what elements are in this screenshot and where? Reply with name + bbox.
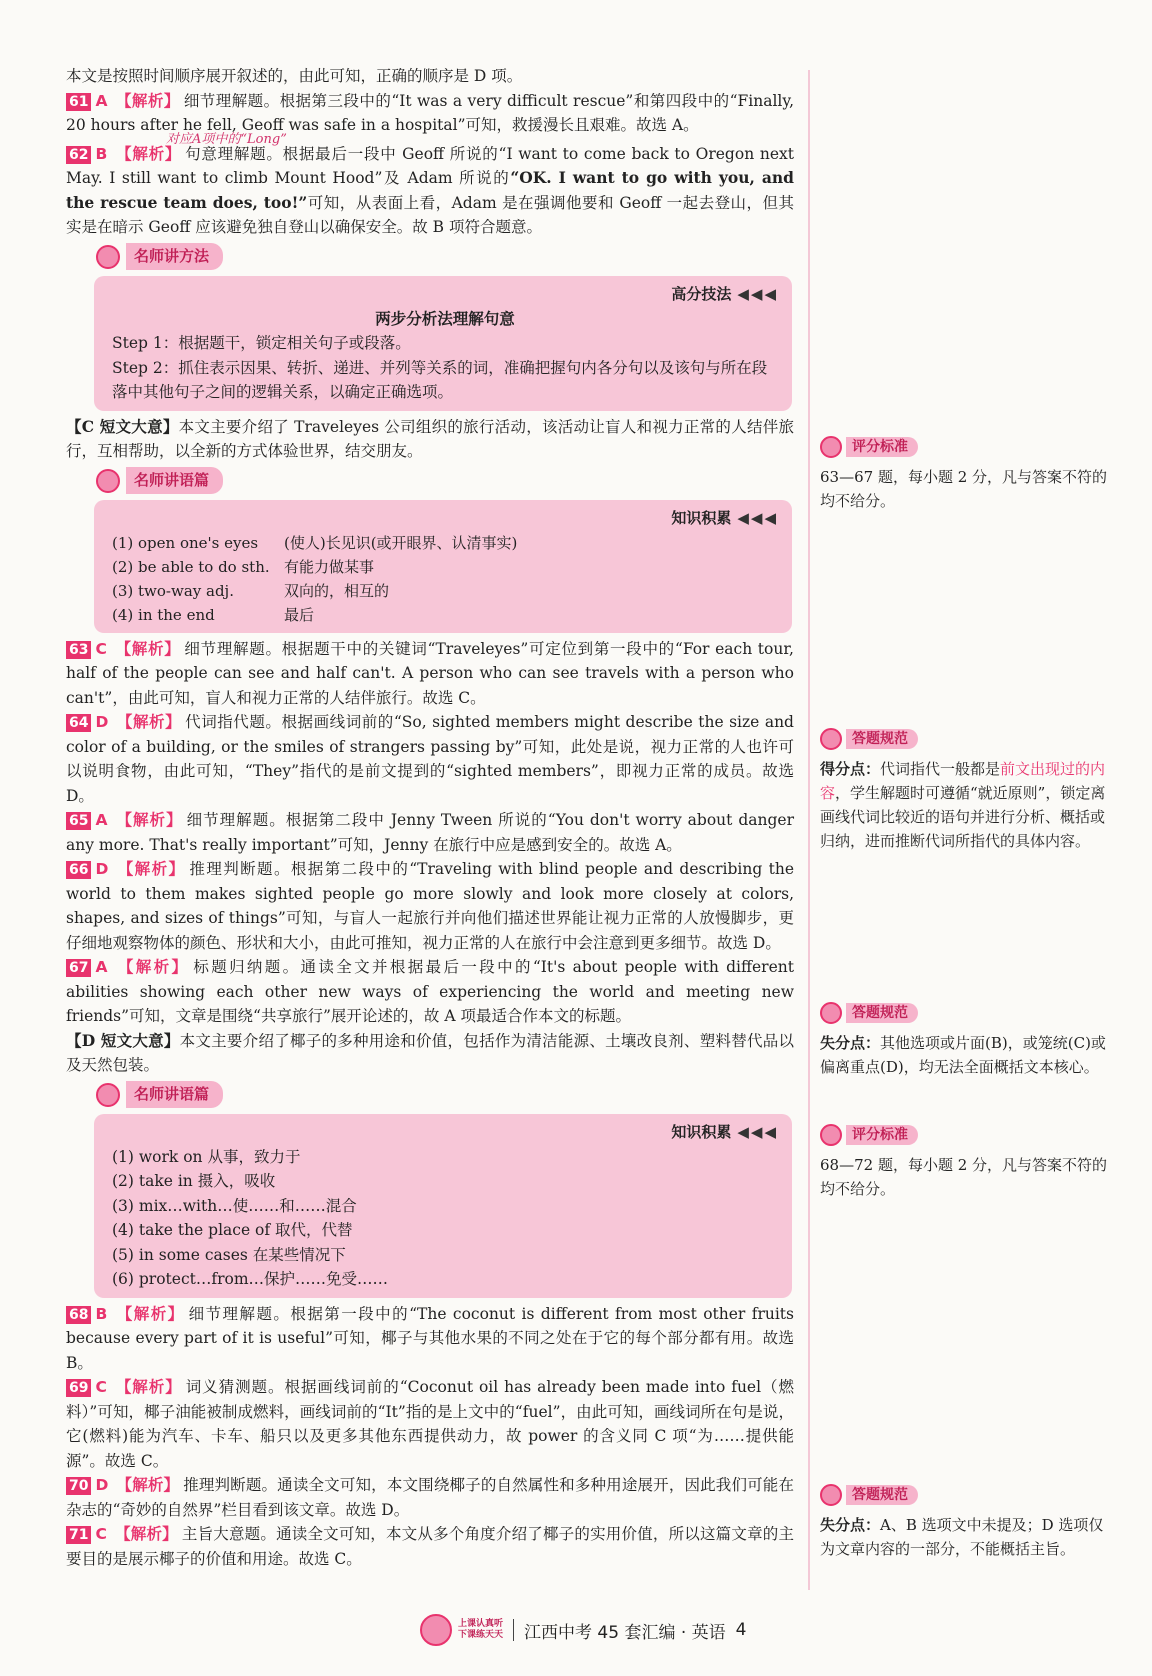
analysis-text: 细节理解题。根据第三段中的“It was a very difficult rescue”和第四段中的“Finally, 20 hours after he fell, Geoff was safe in a hospital”可知，救援漫长且艰难。故选 A。 bbox=[66, 91, 794, 134]
method-box-label: 名师讲方法 bbox=[96, 246, 223, 268]
analysis-quote: “OK. I want to go with you, and the rescue team does, too!” bbox=[66, 168, 794, 212]
triangle-arrows-icon: ◀◀◀ bbox=[737, 509, 778, 527]
answer-61 bbox=[66, 89, 794, 138]
flower-icon bbox=[96, 1083, 120, 1107]
badge-icon bbox=[820, 728, 842, 750]
badge-icon bbox=[820, 1484, 842, 1506]
footer-slogan: 上课认真听 下课练天天 bbox=[458, 1619, 504, 1640]
badge-icon bbox=[820, 1124, 842, 1146]
answer-letter: A bbox=[95, 91, 108, 110]
box-title: 两步分析法理解句意 bbox=[375, 308, 515, 328]
badge-icon bbox=[820, 436, 842, 458]
side-scoring-1: 评分标准 63—67 题，每小题 2 分，凡与答案不符的均不给分。 bbox=[820, 436, 1120, 513]
answer-70: 70 D 【解析】 推理判断题。通读全文可知，本文围绕椰子的自然属性和多种用途展开，因此我们可能在杂志的“奇妙的自然界”栏目看到该文章。故选 D。 bbox=[66, 1475, 794, 1519]
analysis-text: 句意理解题。根据最后一段中 Geoff 所说的“I want to come back to Oregon next May. I still want to climb Mount Hood”及 Adam 所说的 bbox=[66, 144, 794, 187]
step-1: Step 1：根据题干，锁定相关句子或段落。 bbox=[112, 334, 411, 352]
intro-line: 本文是按照时间顺序展开叙述的，由此可知，正确的顺序是 D 项。 bbox=[66, 67, 523, 85]
vocab-box-label: 名师讲语篇 bbox=[96, 470, 223, 492]
answer-64: 64 D 【解析】 代词指代题。根据画线词前的“So, sighted members might describe the size and color of a building, or the smiles of strangers passing by”可知，此处是说，视力正常的人也许可以说明食物，由此可知，“They”指代的是前文提到的“sighted members”，即视力正常的成员。故选 D。 bbox=[66, 712, 794, 805]
vocab-item: (1) open one's eyes (使人)长见识(或开眼界、认清事实) bbox=[112, 533, 518, 552]
answer-65: 65 A 【解析】 细节理解题。根据第二段中 Jenny Tween 所说的“You don't worry about danger any more. That's really important”可知，Jenny 在旅行中应是感到安全的。故选 A。 bbox=[66, 810, 794, 854]
answer-67: 67 A 【解析】 标题归纳题。通读全文并根据最后一段中的“It's about people with different abilities showing each other new ways of experiencing the world and meeting new friends”可知，文章是围绕“共享旅行”展开论述的，故 A 项最适合作本文的标题。 bbox=[66, 957, 794, 1025]
badge-icon bbox=[820, 1002, 842, 1024]
vocab-box bbox=[94, 500, 792, 633]
vocab-item: (3) mix…with…使……和……混合 bbox=[112, 1196, 357, 1215]
book-title: 江西中考 45 套汇编 · 英语 bbox=[524, 1622, 726, 1643]
vocab-item: (3) two-way adj. 双向的，相互的 bbox=[112, 581, 390, 600]
answer-letter: B bbox=[95, 144, 108, 163]
answer-68: 68 B 【解析】 细节理解题。根据第一段中的“The coconut is different from most other fruits because every part of it is useful”可知，椰子与其他水果的不同之处在于它的每个部分都有用。故选 B。 bbox=[66, 1303, 794, 1372]
answer-69: 69 C 【解析】 词义猜测题。根据画线词前的“Coconut oil has already been made into fuel（燃料）”可知，椰子油能被制成燃料，画线词前的“It”指的是上文中的“fuel”，由此可知，画线词所在句是说，它(燃料)能为汽车、卡车、船只以及更多其他东西提供动力，故 power 的含义同 C 项“为……提供能源”。故选 C。 bbox=[66, 1377, 794, 1470]
box-head: 知识积累 ◀◀◀ bbox=[671, 509, 778, 527]
answer-71: 71 C 【解析】 主旨大意题。通读全文可知，本文从多个角度介绍了椰子的实用价值，所以这篇文章的主要目的是展示椰子的价值和用途。故选 C。 bbox=[66, 1524, 794, 1568]
mascot-logo-icon bbox=[420, 1614, 452, 1646]
triangle-arrows-icon: ◀◀◀ bbox=[737, 1123, 778, 1141]
box-head: 知识积累 ◀◀◀ bbox=[671, 1123, 778, 1141]
analysis-tag: 【解析】 bbox=[115, 90, 180, 110]
flower-icon bbox=[96, 245, 120, 269]
vocab-item: (4) in the end 最后 bbox=[112, 605, 315, 624]
side-tips-3: 答题规范 失分点：A、B 选项文中未提及；D 选项仅为文章内容的一部分，不能概括主旨。 bbox=[820, 1484, 1116, 1561]
side-tips-2: 答题规范 失分点：其他选项或片面(B)，或笼统(C)或偏离重点(D)，均无法全面概括文本核心。 bbox=[820, 1002, 1116, 1079]
page-number: 4 bbox=[735, 1620, 747, 1640]
question-number: 61 bbox=[66, 93, 91, 111]
triangle-arrows-icon: ◀◀◀ bbox=[737, 285, 778, 303]
page-footer bbox=[420, 1614, 747, 1646]
c-summary: 【C 短文大意】本文主要介绍了 Traveleyes 公司组织的旅行活动，该活动让盲人和视力正常的人结伴旅行，互相帮助，以全新的方式体验世界，结交朋友。 bbox=[66, 416, 794, 460]
vocab-item: (2) take in 摄入，吸收 bbox=[112, 1172, 276, 1190]
vocab-item: (5) in some cases 在某些情况下 bbox=[112, 1245, 346, 1264]
answer-63: 63 C 【解析】 细节理解题。根据题干中的关键词“Traveleyes”可定位到第一段中的“For each tour, half of the people can see and half can't. A person who can see travels with a person who can't”，由此可知，盲人和视力正常的人结伴旅行。故选 C。 bbox=[66, 638, 794, 707]
step-2: Step 2：抓住表示因果、转折、递进、并列等关系的词，准确把握句内各分句以及该句与所在段落中其他句子之间的逻辑关系，以确定正确选项。 bbox=[112, 358, 768, 401]
vocab-box-2 bbox=[94, 1114, 792, 1298]
method-box bbox=[94, 276, 792, 411]
footer-divider bbox=[513, 1619, 514, 1641]
side-scoring-2: 评分标准 68—72 题，每小题 2 分，凡与答案不符的均不给分。 bbox=[820, 1124, 1116, 1201]
answer-66: 66 D 【解析】 推理判断题。根据第二段中的“Traveling with blind people and describing the world to them makes sighted people go more slowly and look more closely at colors, shapes, and sizes of things”可知，与盲人一起旅行并向他们描述世界能让视力正常的人放慢脚步，更仔细地观察物体的颜色、形状和大小，由此可推知，视力正常的人在旅行中会注意到更多细节。故选 D。 bbox=[66, 859, 794, 952]
vocab-box-2-label: 名师讲语篇 bbox=[96, 1084, 223, 1106]
vocab-item: (2) be able to do sth. 有能力做某事 bbox=[112, 557, 375, 576]
vocab-item: (4) take the place of 取代，代替 bbox=[112, 1221, 353, 1239]
margin-divider bbox=[808, 70, 810, 1590]
box-head: 高分技法 ◀◀◀ bbox=[671, 285, 778, 303]
analysis-text-cont: 可知，从表面上看，Adam 是在强调他要和 Geoff 一起去登山，但其实是在暗示 Geoff 应该避免独自登山以确保安全。故 B 项符合题意。 bbox=[66, 193, 794, 236]
question-number: 62 bbox=[66, 146, 91, 164]
main-column bbox=[66, 64, 794, 1571]
d-summary: 【D 短文大意】本文主要介绍了椰子的多种用途和价值，包括作为清洁能源、土壤改良剂、塑料替代品以及天然包装。 bbox=[66, 1030, 794, 1074]
answer-62 bbox=[66, 142, 794, 240]
vocab-item: (1) work on 从事，致力于 bbox=[112, 1147, 301, 1166]
flower-icon bbox=[96, 469, 120, 493]
analysis-tag: 【解析】 bbox=[115, 143, 182, 163]
handwritten-note: 对应A项中的“Long” bbox=[166, 131, 287, 147]
vocab-item: (6) protect…from…保护……免受…… bbox=[112, 1270, 389, 1288]
side-tips-1: 答题规范 得分点：代词指代一般都是前文出现过的内容，学生解题时可遵循“就近原则”，锁定离画线代词比较近的语句并进行分析、概括或归纳，进而推断代词所指代的具体内容。 bbox=[820, 728, 1116, 853]
